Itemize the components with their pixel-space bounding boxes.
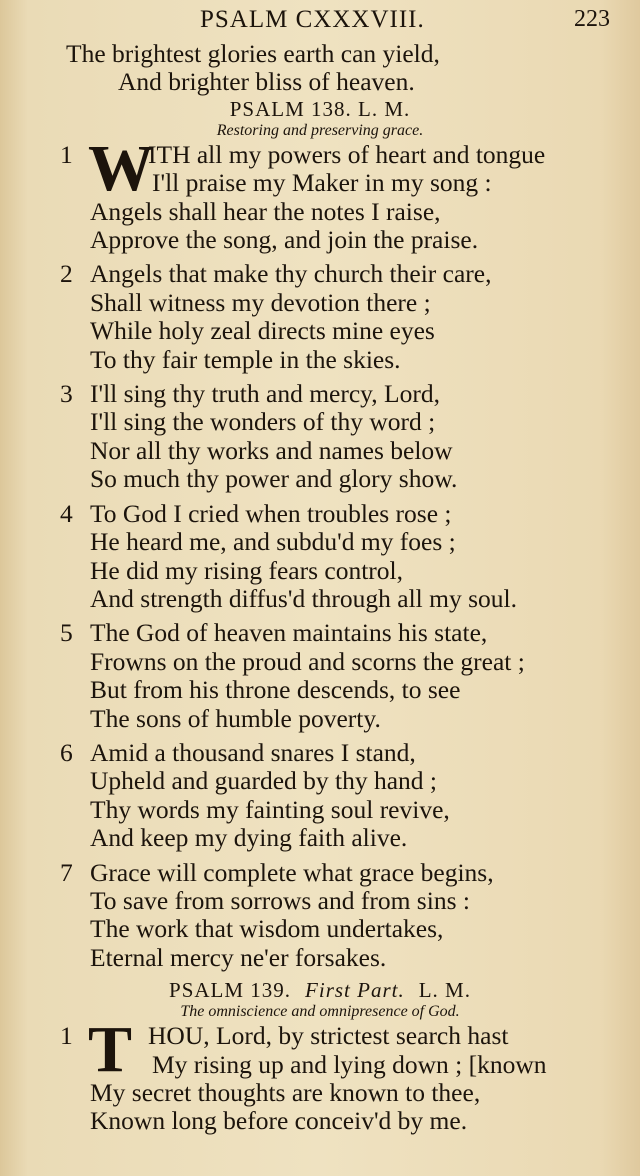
verse-line: I'll sing the wonders of thy word ; <box>90 407 436 437</box>
stanza-number: 6 <box>60 737 73 767</box>
verse-line: Shall witness my devotion there ; <box>90 287 431 317</box>
stanza-number: 1 <box>60 139 73 169</box>
verse-line: Grace will complete what grace begins, <box>90 857 494 887</box>
stanza-139-1 <box>0 1013 640 1136</box>
verse-line: And strength diffus'd through all my soul. <box>90 583 517 613</box>
stanza-number: 7 <box>60 857 73 887</box>
verse-line: ITH all my powers of heart and tongue <box>148 139 546 169</box>
verse-line: To thy fair temple in the skies. <box>90 344 401 374</box>
verse-line: To God I cried when troubles rose ; <box>90 498 452 528</box>
stanza-5 <box>0 619 640 733</box>
running-title: PSALM CXXXVIII. <box>200 6 425 33</box>
verse-line: Known long before conceiv'd by me. <box>90 1106 468 1136</box>
verse-line: Eternal mercy ne'er forsakes. <box>90 942 387 972</box>
verse-line: To save from sorrows and from sins : <box>90 885 470 915</box>
verse-line: The brightest glories earth can yield, <box>66 39 440 68</box>
verse-line: Thy words my fainting soul revive, <box>90 794 450 824</box>
verse-line: Angels shall hear the notes I raise, <box>90 196 441 226</box>
verse-line: The sons of humble poverty. <box>90 703 381 733</box>
psalm-139-subtitle: The omniscience and omnipresence of God. <box>180 1003 460 1021</box>
page-number: 223 <box>574 6 610 32</box>
verse-line: Approve the song, and join the praise. <box>90 225 479 255</box>
verse-line: The God of heaven maintains his state, <box>90 618 488 648</box>
verse-line: And brighter bliss of heaven. <box>118 67 415 97</box>
stanza-number: 2 <box>60 259 73 289</box>
verse-line: He did my rising fears control, <box>90 555 404 585</box>
verse-line: He heard me, and subdu'd my foes ; <box>90 527 456 557</box>
psalm-139-part: First Part. <box>305 978 405 1003</box>
verse-line: While holy zeal directs mine eyes <box>90 316 435 346</box>
verse-line: Frowns on the proud and scorns the great ; <box>90 646 525 676</box>
stanza-3 <box>0 380 640 494</box>
verse-line: The work that wisdom undertakes, <box>90 914 444 944</box>
stanza-number: 5 <box>60 618 73 648</box>
stanza-number: 4 <box>60 498 73 528</box>
verse-line: Upheld and guarded by thy hand ; <box>90 766 438 796</box>
verse-line: But from his throne descends, to see <box>90 675 461 705</box>
stanza-number: 3 <box>60 379 73 409</box>
verse-line: My secret thoughts are known to thee, <box>90 1078 481 1107</box>
page-content <box>0 40 640 1136</box>
psalm-138-subtitle: Restoring and preserving grace. <box>216 121 424 139</box>
verse-line: I'll praise my Maker in my song : <box>152 168 492 198</box>
verse-line: Amid a thousand snares I stand, <box>90 737 416 767</box>
stanza-7 <box>0 859 640 973</box>
verse-line: My rising up and lying down ; [known <box>152 1049 547 1079</box>
drop-cap: W <box>88 131 154 205</box>
stanza-1 <box>0 131 640 255</box>
stanza-4 <box>0 500 640 614</box>
psalm-139-heading <box>0 978 640 1002</box>
psalm-139-number: PSALM 139. <box>169 978 292 1003</box>
stanza-2 <box>0 260 640 374</box>
stanza-6 <box>0 739 640 853</box>
stanza-number: 1 <box>60 1021 73 1051</box>
drop-cap: T <box>88 1013 133 1087</box>
psalm-139-meter: L. M. <box>418 978 471 1003</box>
verse-line: HOU, Lord, by strictest search hast <box>148 1021 509 1051</box>
verse-line: I'll sing thy truth and mercy, Lord, <box>90 379 440 409</box>
verse-line: And keep my dying faith alive. <box>90 823 408 853</box>
verse-line: So much thy power and glory show. <box>90 464 458 494</box>
verse-line: Nor all thy works and names below <box>90 435 453 465</box>
psalm-138-heading: PSALM 138. L. M. <box>229 96 411 121</box>
page-header <box>0 6 640 42</box>
verse-line: Angels that make thy church their care, <box>90 259 492 289</box>
